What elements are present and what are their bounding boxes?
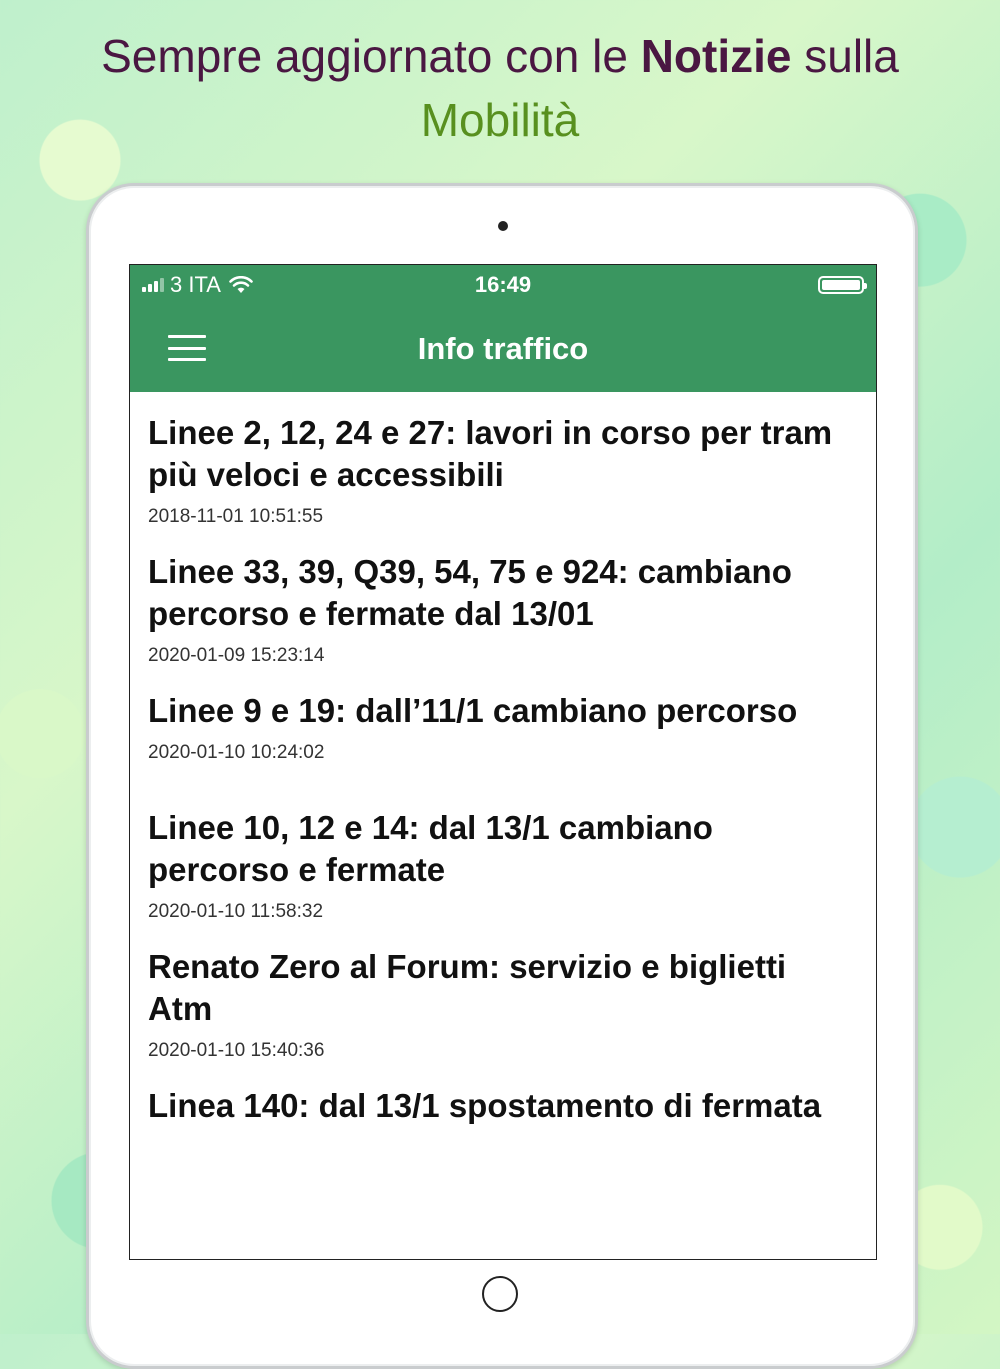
home-button[interactable] (482, 1276, 518, 1312)
news-item[interactable] (148, 1065, 858, 1204)
news-date: 2018-11-01 10:51:55 (148, 506, 324, 527)
status-time: 16:49 (474, 272, 532, 297)
news-title: Linee 10, 12 e 14: dal 13/1 cambiano percorso e fermate (148, 809, 713, 888)
status-bar (130, 265, 876, 305)
carrier-label: 3 ITA (170, 272, 221, 297)
navigation-bar (130, 305, 876, 392)
news-title: Linee 2, 12, 24 e 27: lavori in corso per tram più veloci e accessibili (148, 414, 833, 493)
news-date: 2020-01-10 10:24:02 (148, 742, 325, 763)
news-date: 2020-01-10 15:40:36 (148, 1040, 325, 1061)
news-date: 2020-01-09 15:23:14 (148, 645, 325, 666)
camera-icon (498, 221, 508, 231)
news-item[interactable] (148, 787, 858, 926)
promo-bold-text: Notizie (640, 30, 792, 82)
news-list (130, 392, 876, 1204)
promo-line-2: Mobilità (420, 94, 580, 146)
app-screen (129, 264, 877, 1260)
news-title: Linee 9 e 19: dall’11/1 cambiano percorso (148, 692, 798, 729)
promo-text-end: sulla (791, 30, 899, 82)
promo-line-1 (0, 24, 1000, 88)
news-title: Renato Zero al Forum: servizio e biglietti Atm (148, 948, 787, 1027)
news-title: Linea 140: dal 13/1 spostamento di fermata (148, 1087, 822, 1124)
news-title: Linee 33, 39, Q39, 54, 75 e 924: cambiano percorso e fermate dal 13/01 (148, 553, 792, 632)
news-item[interactable] (148, 926, 858, 1065)
news-item[interactable] (148, 531, 858, 670)
news-item[interactable] (148, 392, 858, 531)
tablet-frame (86, 183, 918, 1369)
news-item[interactable] (148, 670, 858, 787)
battery-icon (818, 276, 864, 294)
promo-headline (0, 24, 1000, 152)
promo-text: Sempre aggiornato con le (101, 30, 641, 82)
app-header (130, 265, 876, 392)
page-title: Info traffico (417, 331, 589, 366)
news-date: 2020-01-10 11:58:32 (148, 901, 324, 922)
